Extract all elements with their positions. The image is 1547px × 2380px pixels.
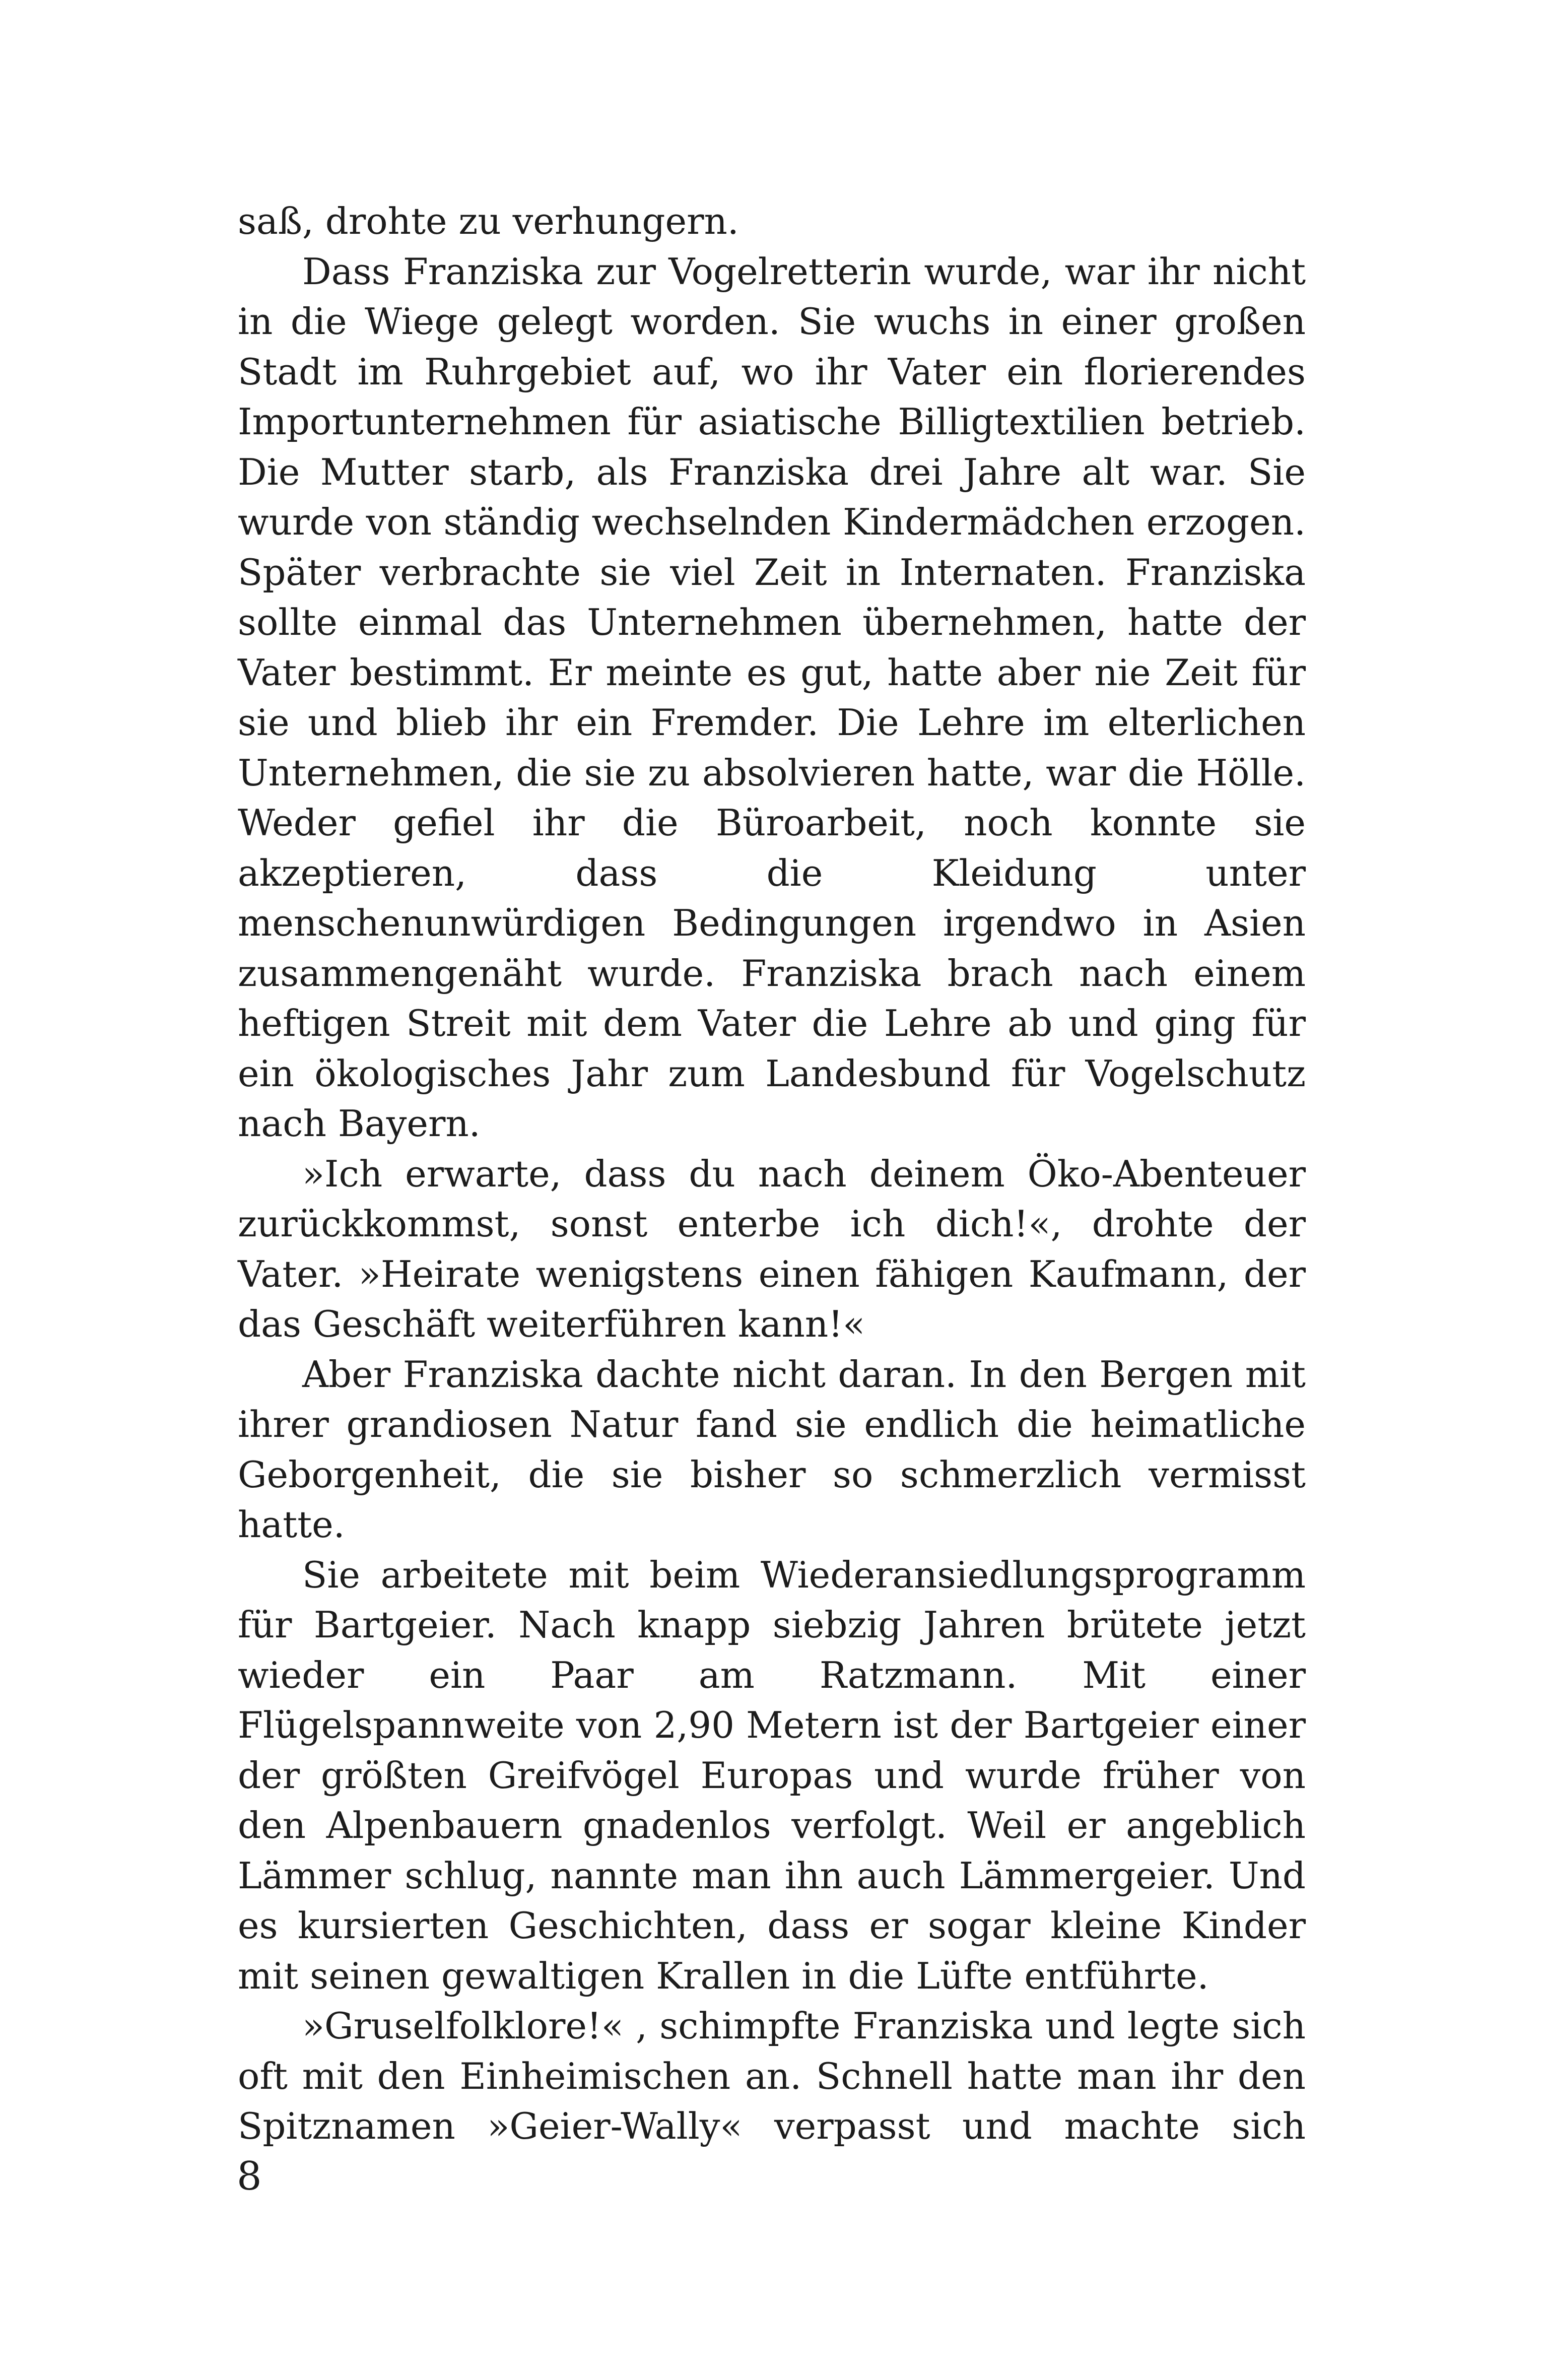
paragraph-6: »Gruselfolklore!« , schimpfte Franziska und legte sich oft mit den Einheimischen an. Schnell hatte man ihr den Spitznamen »Geier-Wally« verpasst und machte sich xyxy=(238,2005,1306,2147)
body-text xyxy=(238,196,1306,2152)
paragraph-1: saß, drohte zu verhungern. xyxy=(238,200,739,242)
page-number: 8 xyxy=(237,2154,262,2199)
paragraph-2: Dass Franziska zur Vogelretterin wurde, war ihr nicht in die Wiege gelegt worden. Sie wuchs in einer großen Stadt im Ruhrgebiet auf, wo ihr Vater ein florierendes Importunternehmen für asiatische Billigtextilien betrieb. Die Mutter starb, als Franziska drei Jahre alt war. Sie wurde von ständig wechselnden Kindermädchen erzogen. Später verbrachte sie viel Zeit in Internaten. Franziska sollte einmal das Unternehmen übernehmen, hatte der Vater bestimmt. Er meinte es gut, hatte aber nie Zeit für sie und blieb ihr ein Fremder. Die Lehre im elterlichen Unternehmen, die sie zu absolvieren hatte, war die Hölle. Weder gefiel ihr die Büroarbeit, noch konnte sie akzeptieren, dass die Kleidung unter menschenunwürdigen Bedingungen irgendwo in Asien zusammengenäht wurde. Franziska brach nach einem heftigen Streit mit dem Vater die Lehre ab und ging für ein ökologisches Jahr zum Landesbund für Vogelschutz nach Bayern. xyxy=(238,250,1306,1145)
paragraph-5: Sie arbeitete mit beim Wiederansiedlungsprogramm für Bartgeier. Nach knapp siebzig Jahren brütete jetzt wieder ein Paar am Ratzmann. Mit einer Flügelspannweite von 2,90 Metern ist der Bartgeier einer der größten Greifvögel Europas und wurde früher von den Alpenbauern gnadenlos verfolgt. Weil er angeblich Lämmer schlug, nannte man ihn auch Lämmergeier. Und es kursierten Geschichten, dass er sogar kleine Kinder mit seinen gewaltigen Krallen in die Lüfte entführte. xyxy=(238,1553,1306,1997)
paragraph-4: Aber Franziska dachte nicht daran. In den Bergen mit ihrer grandiosen Natur fand sie endlich die heimatliche Geborgenheit, die sie bisher so schmerzlich vermisst hatte. xyxy=(238,1353,1306,1546)
paragraph-3: »Ich erwarte, dass du nach deinem Öko-Abenteuer zurückkommst, sonst enterbe ich dich!«, drohte der Vater. »Heirate wenigstens einen fähigen Kaufmann, der das Geschäft weiterführen kann!« xyxy=(238,1152,1306,1345)
